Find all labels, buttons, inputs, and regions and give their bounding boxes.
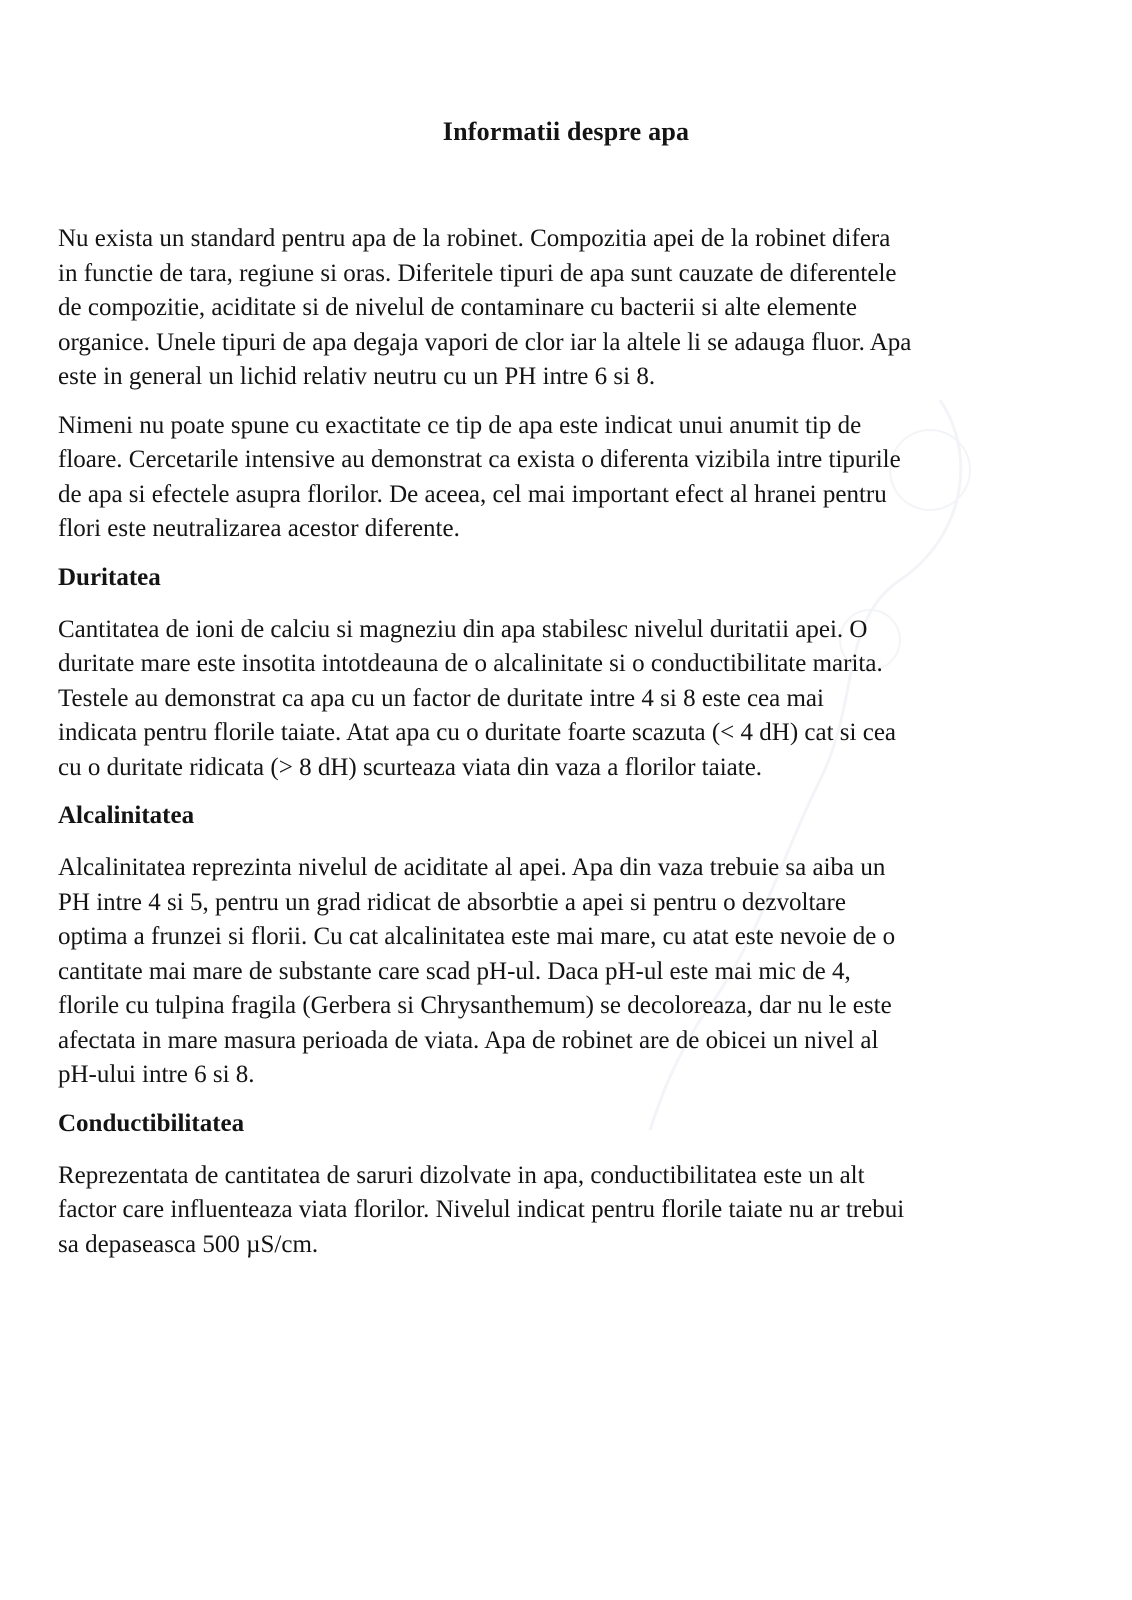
text-line: flori este neutralizarea acestor diferente. xyxy=(58,515,460,542)
text-line: optima a frunzei si florii. Cu cat alcalinitatea este mai mare, cu atat este nevoie de o xyxy=(58,923,896,950)
section-heading-conductibilitatea: Conductibilitatea xyxy=(58,1109,245,1137)
text-line: floare. Cercetarile intensive au demonstrat ca exista o diferenta vizibila intre tipurile xyxy=(58,446,901,473)
text-line: Nimeni nu poate spune cu exactitate ce tip de apa este indicat unui anumit tip de xyxy=(58,411,862,439)
document-title: Informatii despre apa xyxy=(442,117,690,146)
section-heading-alcalinitatea: Alcalinitatea xyxy=(58,802,195,829)
text-line: cantitate mai mare de substante care scad pH-ul. Daca pH-ul este mai mic de 4, xyxy=(58,957,851,985)
text-line: florile cu tulpina fragila (Gerbera si Chrysanthemum) se decoloreaza, dar nu le este xyxy=(58,992,892,1019)
intro-paragraph-2 xyxy=(58,409,1078,547)
document-body xyxy=(58,222,1078,1276)
text-line: sa depaseasca 500 µS/cm. xyxy=(58,1230,319,1258)
text-line: indicata pentru florile taiate. Atat apa cu o duritate foarte scazuta (< 4 dH) cat si cea xyxy=(58,719,897,746)
text-line: Nu exista un standard pentru apa de la robinet. Compozitia apei de la robinet difera xyxy=(58,225,891,252)
text-line: de apa si efectele asupra florilor. De aceea, cel mai important efect al hranei pentru xyxy=(58,480,887,508)
section-paragraph-duritatea xyxy=(58,613,1078,786)
text-line: de compozitie, aciditate si de nivelul de contaminare cu bacterii si alte elemente xyxy=(58,294,857,321)
text-line: in functie de tara, regiune si oras. Diferitele tipuri de apa sunt cauzate de diferentele xyxy=(58,259,897,287)
text-line: duritate mare este insotita intotdeauna de o alcalinitate si o conductibilitate marita. xyxy=(58,650,883,677)
text-line: cu o duritate ridicata (> 8 dH) scurteaza viata din vaza a florilor taiate. xyxy=(58,753,763,781)
text-line: Alcalinitatea reprezinta nivelul de aciditate al apei. Apa din vaza trebuie sa aiba un xyxy=(58,854,886,881)
text-line: factor care influenteaza viata florilor. Nivelul indicat pentru florile taiate nu ar trebui xyxy=(58,1196,905,1223)
section-paragraph-alcalinitatea xyxy=(58,851,1078,1093)
text-line: afectata in mare masura perioada de viata. Apa de robinet are de obicei un nivel al xyxy=(58,1026,879,1054)
text-line: Reprezentata de cantitatea de saruri dizolvate in apa, conductibilitatea este un alt xyxy=(58,1161,865,1189)
text-line: Testele au demonstrat ca apa cu un factor de duritate intre 4 si 8 este cea mai xyxy=(58,684,824,712)
text-line: organice. Unele tipuri de apa degaja vapori de clor iar la altele li se adauga fluor. Apa xyxy=(58,328,912,356)
text-line: Cantitatea de ioni de calciu si magneziu din apa stabilesc nivelul duritatii apei. O xyxy=(58,615,868,643)
section-heading-duritatea: Duritatea xyxy=(58,563,161,591)
section-paragraph-conductibilitatea xyxy=(58,1159,1078,1263)
text-line: pH-ului intre 6 si 8. xyxy=(58,1061,255,1088)
intro-paragraph-1 xyxy=(58,222,1078,395)
text-line: PH intre 4 si 5, pentru un grad ridicat de absorbtie a apei si pentru o dezvoltare xyxy=(58,888,846,916)
text-line: este in general un lichid relativ neutru cu un PH intre 6 si 8. xyxy=(58,363,656,390)
